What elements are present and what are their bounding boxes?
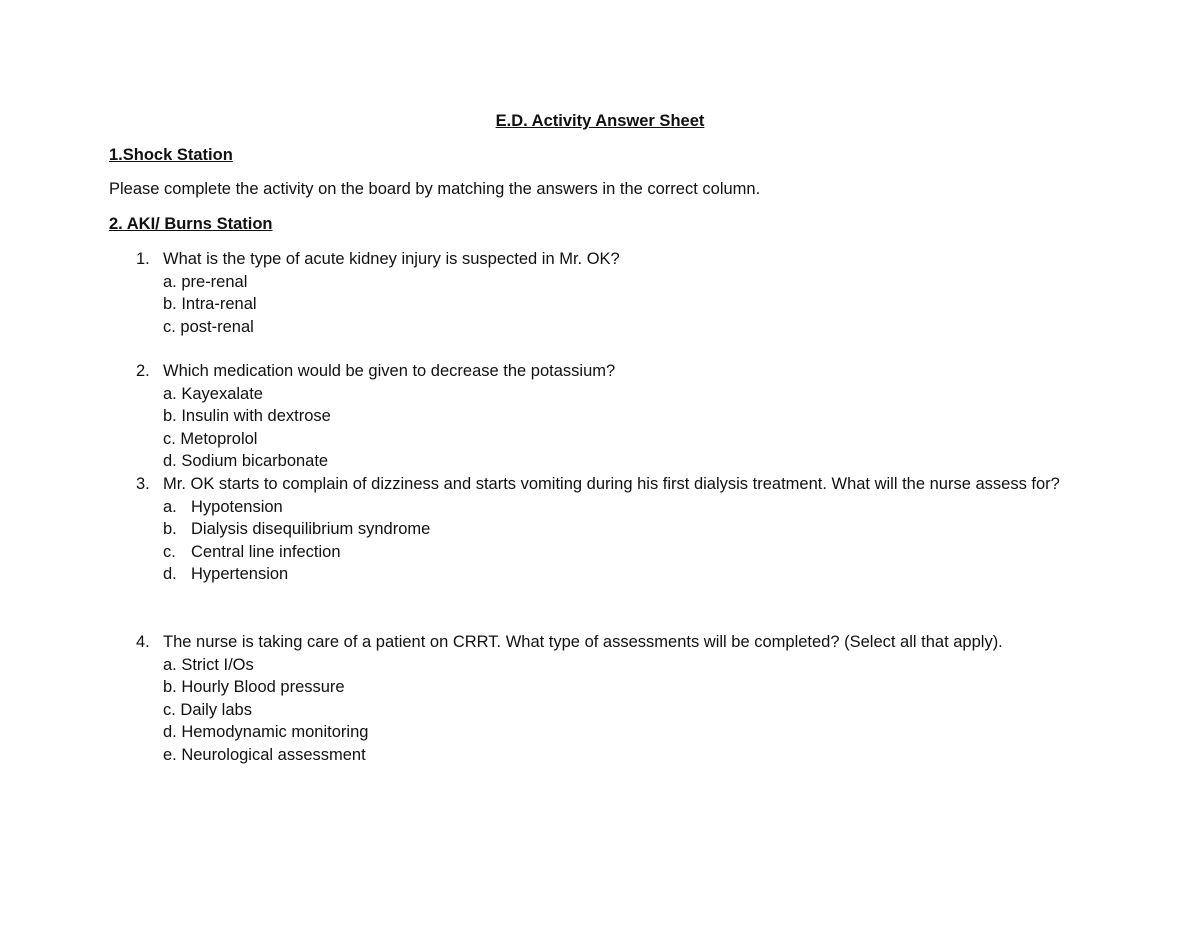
option-c: c. Metoprolol — [163, 429, 258, 448]
section-heading-aki-burns: 2. AKI/ Burns Station — [109, 215, 273, 233]
option-b: b. Intra-renal — [163, 295, 257, 314]
option-list — [109, 383, 1109, 473]
question-1 — [109, 248, 1109, 338]
option-b: b. Insulin with dextrose — [163, 407, 331, 426]
option-a: a. Strict I/Os — [163, 655, 254, 674]
option-d: d. Sodium bicarbonate — [163, 452, 329, 471]
question-text: Mr. OK starts to complain of dizziness and starts vomiting during his first dialysis treatment. What will the nurse assess for? — [163, 475, 1060, 493]
option-b: b. Dialysis disequilibrium syndrome — [163, 520, 431, 539]
option-list — [109, 654, 1109, 767]
question-text: The nurse is taking care of a patient on CRRT. What type of assessments will be completed? (Select all that apply). — [163, 633, 1003, 651]
shock-instruction: Please complete the activity on the board by matching the answers in the correct column. — [109, 180, 761, 198]
option-a: a. pre-renal — [163, 272, 248, 291]
option-b: b. Hourly Blood pressure — [163, 678, 345, 697]
section-heading-shock: 1.Shock Station — [109, 146, 233, 164]
option-c: c. Central line infection — [163, 542, 341, 561]
question-number: 4. — [136, 633, 150, 651]
option-list — [109, 271, 1109, 339]
option-c: c. post-renal — [163, 317, 254, 336]
question-text: What is the type of acute kidney injury is suspected in Mr. OK? — [163, 250, 620, 268]
option-a: a. Hypotension — [163, 497, 283, 516]
question-4 — [109, 631, 1109, 767]
option-c: c. Daily labs — [163, 700, 252, 719]
option-list — [109, 496, 1109, 586]
option-a: a. Kayexalate — [163, 384, 263, 403]
option-d: d. Hypertension — [163, 565, 289, 584]
option-d: d. Hemodynamic monitoring — [163, 723, 369, 742]
option-e: e. Neurological assessment — [163, 745, 366, 764]
question-number: 1. — [136, 250, 150, 268]
question-2 — [109, 360, 1109, 473]
document-title: E.D. Activity Answer Sheet — [495, 112, 705, 130]
question-3 — [109, 473, 1109, 586]
question-number: 2. — [136, 362, 150, 380]
question-text: Which medication would be given to decrease the potassium? — [163, 362, 616, 380]
question-number: 3. — [136, 475, 150, 493]
